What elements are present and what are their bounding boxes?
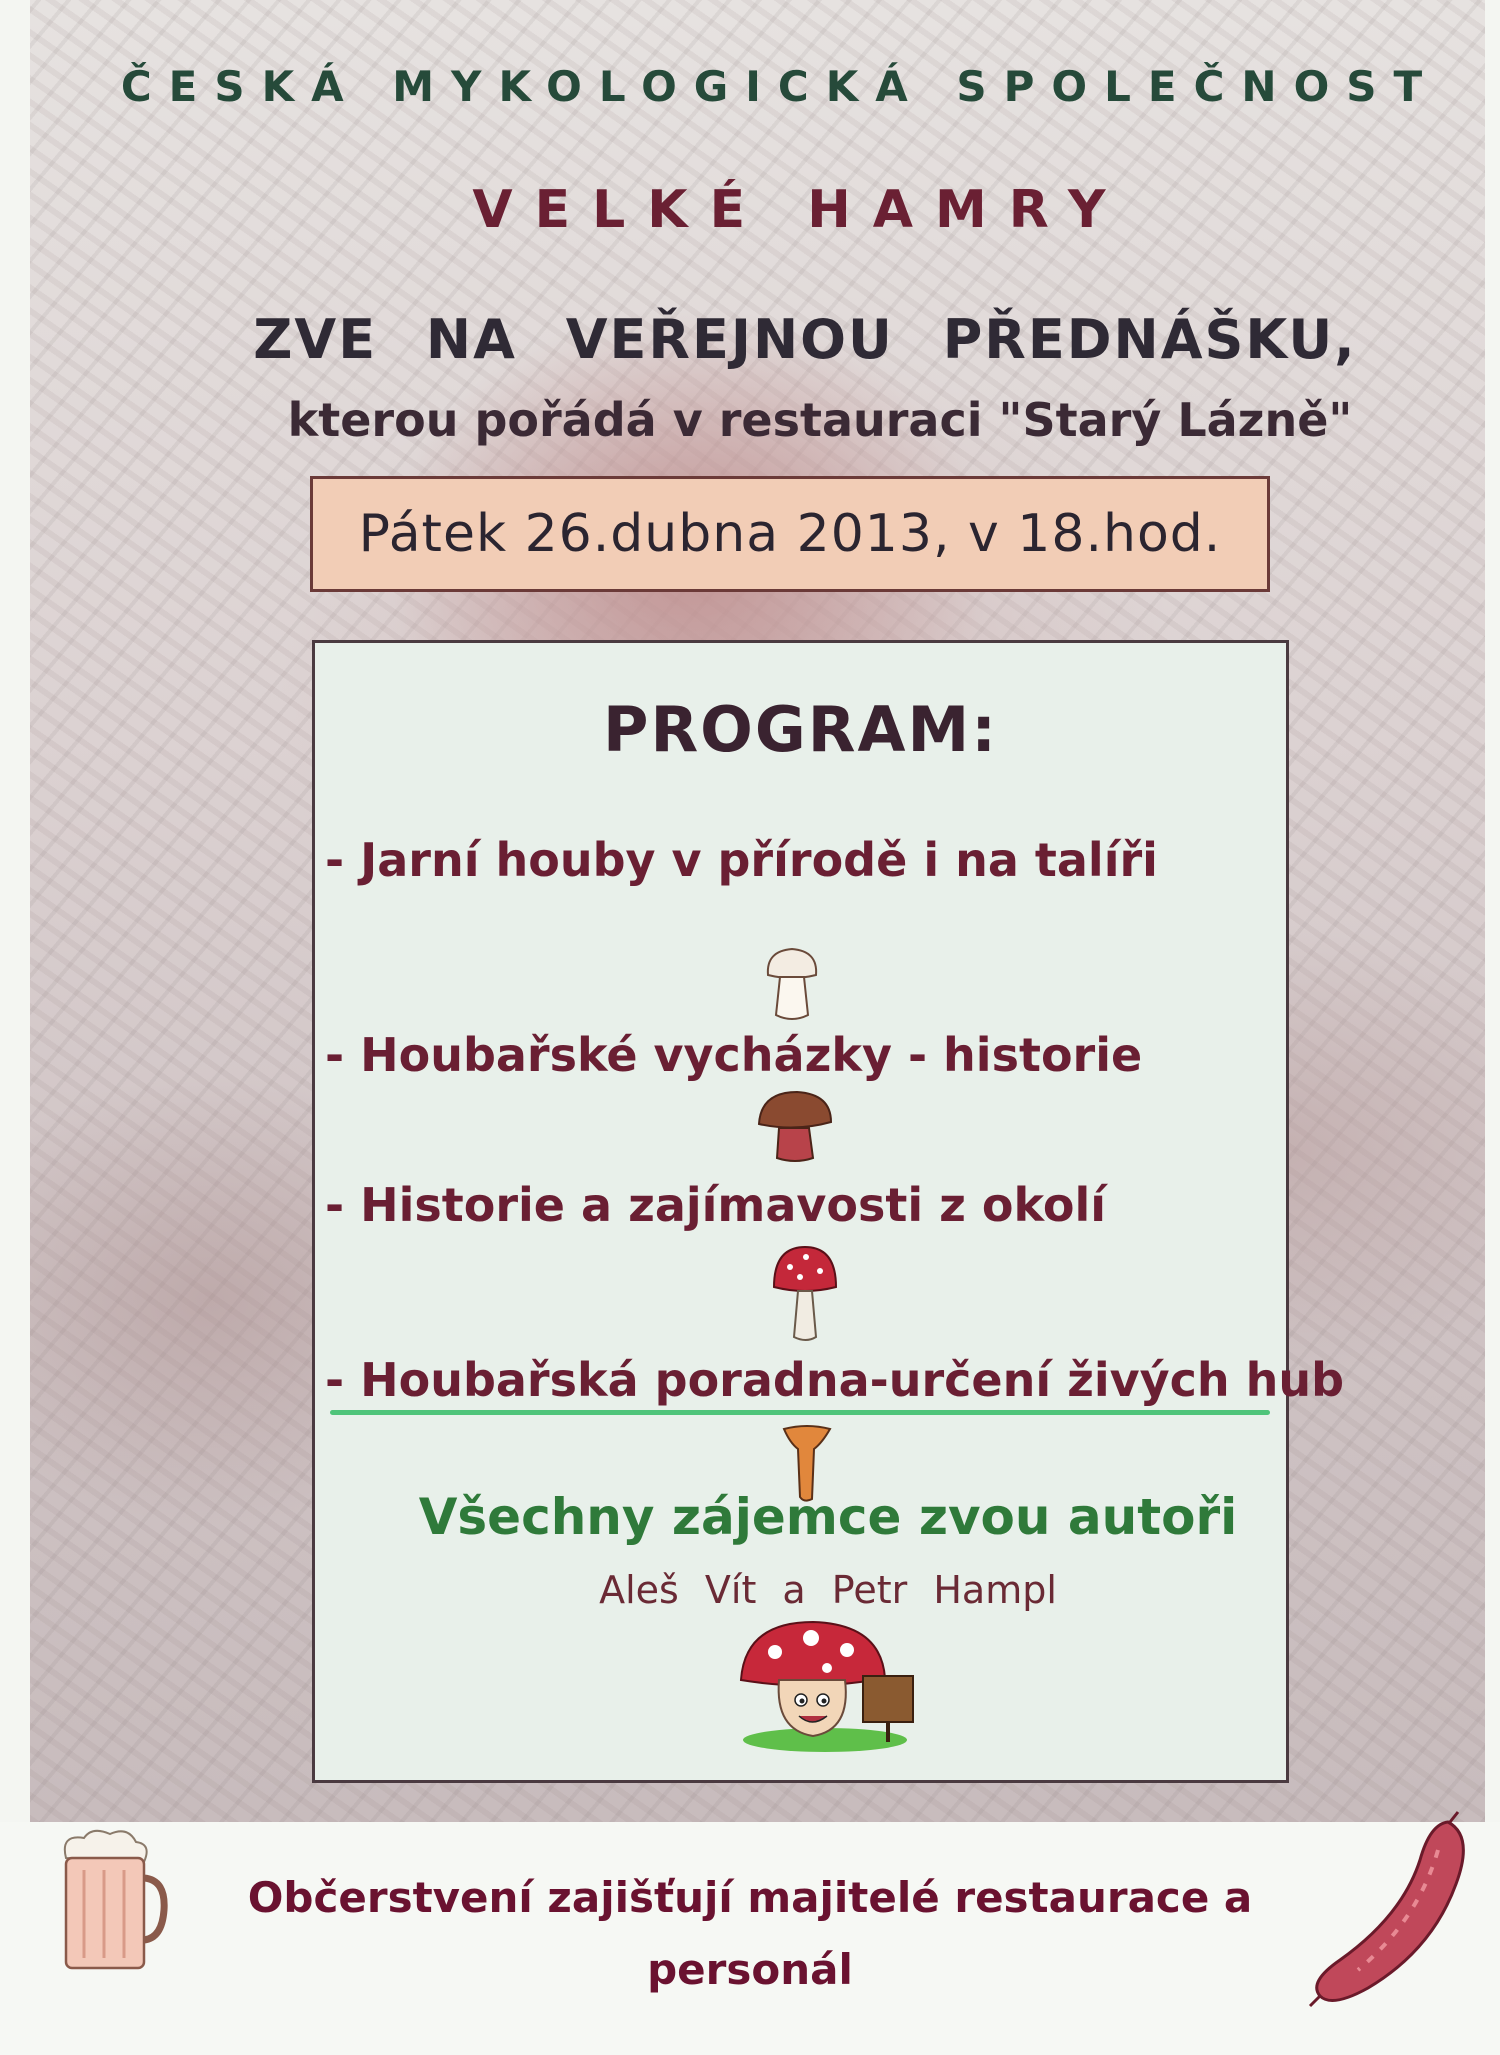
program-box xyxy=(312,640,1345,1783)
authors-invite: Všechny zájemce zvou autoři xyxy=(418,1488,1238,1546)
sausage-icon xyxy=(1298,1810,1478,2010)
town-heading: VELKÉ HAMRY xyxy=(472,180,1128,240)
refreshment-note xyxy=(0,1862,1500,2006)
program-item: - Historie a zajímavosti z okolí xyxy=(325,1178,1107,1232)
program-item: - Jarní houby v přírodě i na talíři xyxy=(325,833,1158,887)
program-item: - Houbařské vycházky - historie xyxy=(325,1028,1143,1082)
program-item: - Houbařská poradna-určení živých hub xyxy=(325,1353,1345,1407)
green-underline xyxy=(330,1410,1270,1415)
venue-line: kterou pořádá v restauraci "Starý Lázně" xyxy=(287,393,1353,447)
brown-mushroom-icon xyxy=(755,1088,835,1163)
refreshment-line-2: personál xyxy=(647,1945,853,1994)
refreshment-line-1: Občerstvení zajišťují majitelé restaurace a xyxy=(247,1873,1253,1922)
program-title: PROGRAM: xyxy=(603,693,998,766)
poster-background xyxy=(30,0,1485,1822)
fly-agaric-icon xyxy=(770,1243,840,1343)
mushroom-mascot-icon xyxy=(735,1618,915,1753)
authors-names: Aleš Vít a Petr Hampl xyxy=(599,1568,1057,1612)
date-box xyxy=(310,476,1270,592)
white-mushroom-icon xyxy=(762,943,822,1023)
society-heading: ČESKÁ MYKOLOGICKÁ SPOLEČNOST xyxy=(120,62,1440,111)
invite-heading: ZVE NA VEŘEJNOU PŘEDNÁŠKU, xyxy=(253,308,1357,371)
event-date: Pátek 26.dubna 2013, v 18.hod. xyxy=(358,504,1222,564)
